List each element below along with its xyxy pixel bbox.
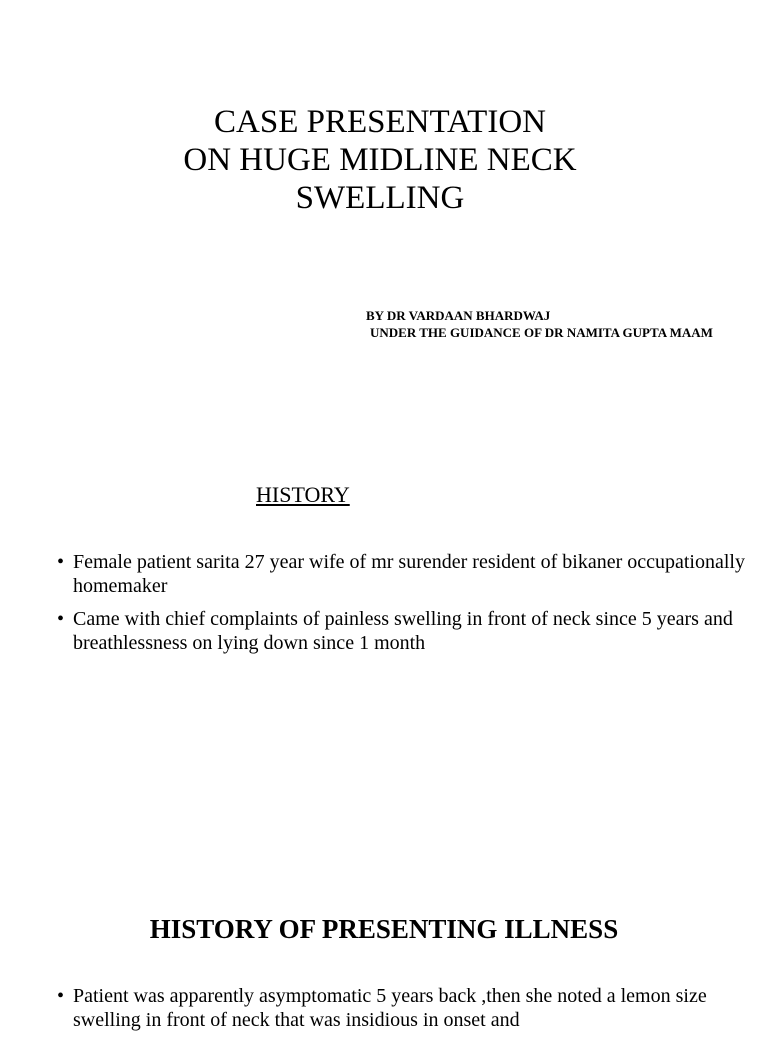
list-item	[57, 984, 747, 1032]
guidance-line: UNDER THE GUIDANCE OF DR NAMITA GUPTA MAAM	[370, 325, 713, 340]
bullet-text: Female patient sarita 27 year wife of mr surender resident of bikaner occupationally homemaker	[73, 551, 745, 597]
hpi-heading: HISTORY OF PRESENTING ILLNESS	[149, 914, 619, 944]
list-item	[57, 607, 747, 655]
slide-history-presenting-illness	[0, 860, 768, 1031]
bullet-icon: •	[57, 985, 65, 1007]
title-line-3: SWELLING	[295, 180, 465, 216]
history-bullet-list	[57, 550, 747, 664]
title-line-2: ON HUGE MIDLINE NECK	[183, 142, 577, 178]
title-line-1: CASE PRESENTATION	[214, 104, 546, 140]
list-item	[57, 550, 747, 598]
bullet-icon: •	[57, 551, 65, 573]
slide-title	[0, 0, 768, 430]
history-heading: HISTORY	[256, 482, 350, 507]
hpi-bullet-list	[57, 984, 747, 1041]
bullet-text: Patient was apparently asymptomatic 5 years back ,then she noted a lemon size swelling in front of neck that was insidious in onset and	[73, 985, 707, 1031]
bullet-icon: •	[57, 608, 65, 630]
author-byline	[366, 307, 713, 341]
slide-history	[0, 430, 768, 860]
bullet-text: Came with chief complaints of painless swelling in front of neck since 5 years and breathlessness on lying down since 1 month	[73, 608, 733, 654]
author-line: BY DR VARDAAN BHARDWAJ	[366, 308, 551, 323]
presentation-title	[130, 103, 630, 217]
